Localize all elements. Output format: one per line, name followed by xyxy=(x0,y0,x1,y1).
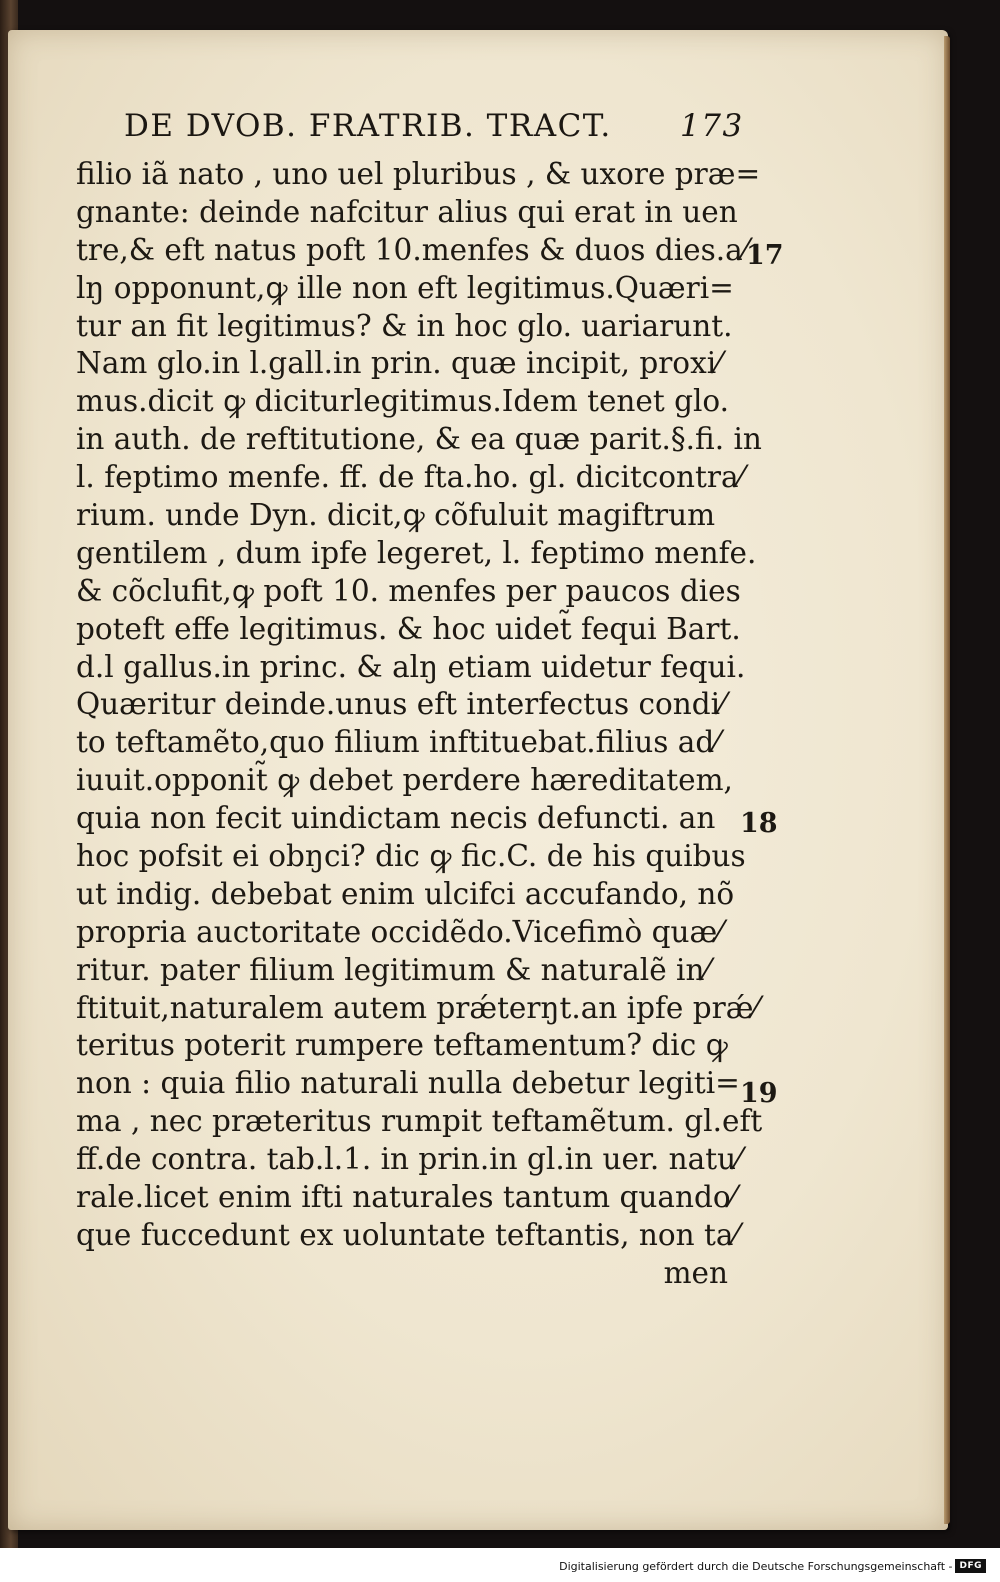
text-line: ftituit,naturalem autem prǽterŋt.an ipfe prǽ⁄ xyxy=(76,990,759,1025)
text-line: hoc pofsit ei obŋci? dic ꝙ fic.C. de his quibus xyxy=(76,839,746,874)
running-title: DE DVOB. FRATRIB. TRACT. xyxy=(124,108,612,144)
text-line: ritur. pater filium legitimum & naturalẽ in⁄ xyxy=(76,952,710,987)
text-line: non : quia filio naturali nulla debetur legiti= xyxy=(76,1066,740,1101)
text-line: gentilem , dum ipfe legeret, l. feptimo menfe. xyxy=(76,535,757,570)
credit-text: Digitalisierung gefördert durch die Deutsche Forschungsgemeinschaft - xyxy=(559,1559,953,1573)
text-line: tre,& eft natus poft 10.menfes & duos dies.a⁄ xyxy=(76,232,748,267)
text-line: iuuit.opponit̃ ꝙ debet perdere hæreditatem, xyxy=(76,763,733,798)
page-header xyxy=(124,108,744,152)
text-line: & cõclufit,ꝙ poft 10. menfes per paucos dies xyxy=(76,573,741,608)
text-line: rium. unde Dyn. dicit,ꝙ cõfuluit magiftrum xyxy=(76,498,716,533)
catchword: men xyxy=(663,1255,728,1290)
text-line: mus.dicit ꝙ diciturlegitimus.Idem tenet glo. xyxy=(76,384,730,419)
text-line: Nam glo.in l.gall.in prin. quæ incipit, proxi⁄ xyxy=(76,346,722,381)
text-line: que fuccedunt ex uoluntate teftantis, non ta⁄ xyxy=(76,1217,739,1252)
text-line: gnante: deinde nafcitur alius qui erat in uen xyxy=(76,194,738,229)
text-line: to teftamẽto,quo filium inftituebat.filius ad⁄ xyxy=(76,725,720,760)
text-line: in auth. de reftitutione, & ea quæ parit.§.fi. in xyxy=(76,422,762,457)
text-line: teritus poterit rumpere teftamentum? dic ꝙ xyxy=(76,1028,728,1063)
text-line: ut indig. debebat enim ulcifci accufando, nõ xyxy=(76,876,735,911)
dfg-logo: DFG xyxy=(955,1559,986,1573)
page-fore-edge xyxy=(944,36,950,1524)
text-line: tur an fit legitimus? & in hoc glo. uariarunt. xyxy=(76,308,733,343)
text-line: l. feptimo menfe. ff. de fta.ho. gl. dicitcontra⁄ xyxy=(76,460,744,495)
text-line: rale.licet enim ifti naturales tantum quando⁄ xyxy=(76,1180,736,1215)
text-line: ma , nec præteritus rumpit teftamẽtum. gl.eft xyxy=(76,1104,763,1139)
text-line: quia non fecit uindictam necis defuncti. an xyxy=(76,801,716,836)
margin-note-number: 19 xyxy=(740,1078,778,1109)
text-line: filio iã nato , uno uel pluribus , & uxore præ= xyxy=(76,157,761,191)
text-line: ff.de contra. tab.l.1. in prin.in gl.in uer. natu⁄ xyxy=(76,1142,741,1177)
margin-note-number: 17 xyxy=(746,240,784,271)
margin-note-number: 18 xyxy=(740,808,778,839)
digitization-credit xyxy=(559,1556,986,1576)
text-line: d.l gallus.in princ. & alŋ etiam uidetur fequi. xyxy=(76,649,746,684)
page-number: 173 xyxy=(680,108,744,144)
text-line: lŋ opponunt,ꝙ ille non eft legitimus.Quæri= xyxy=(76,270,734,305)
text-line: propria auctoritate occidẽdo.Vicefimò quæ⁄ xyxy=(76,914,723,949)
text-line: Quæritur deinde.unus eft interfectus condi⁄ xyxy=(76,687,726,722)
text-line: poteft effe legitimus. & hoc uidet̃ fequi Bart. xyxy=(76,611,741,646)
